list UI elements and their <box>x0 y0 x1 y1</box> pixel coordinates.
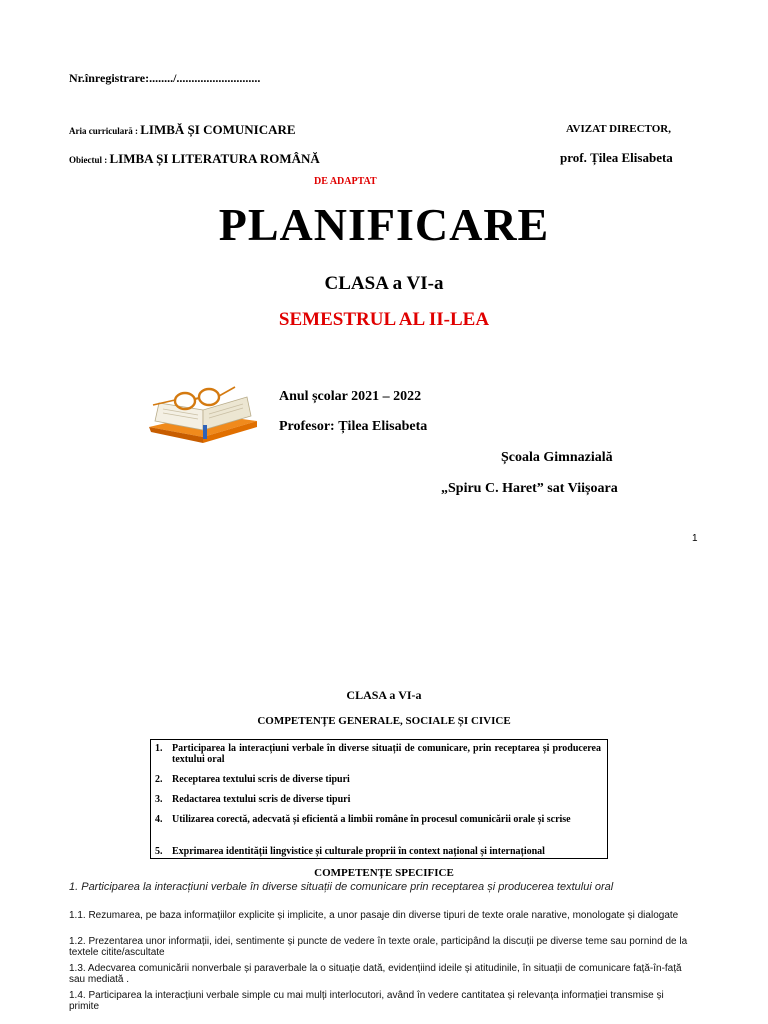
general-competences-list <box>150 739 608 859</box>
semester-label: SEMESTRUL AL II-LEA <box>278 309 490 330</box>
class-label-page2: CLASA a VI-a <box>346 688 422 702</box>
subject-label: Obiectul : <box>69 155 110 165</box>
general-competences-title: COMPETENȚE GENERALE, SOCIALE ȘI CIVICE <box>257 715 511 727</box>
to-adapt-note: DE ADAPTAT <box>314 176 377 187</box>
page-title: PLANIFICARE <box>218 199 550 250</box>
teacher: Profesor: Țilea Elisabeta <box>279 419 428 434</box>
school-year: Anul școlar 2021 – 2022 <box>279 389 422 404</box>
list-item-number: 5. <box>155 846 163 857</box>
specific-competence: 1.2. Prezentarea unor informații, idei, sentimente și puncte de vedere în texte orale, participând la discuții pe diverse teme sau pornind de la textele citite/ascultate <box>69 936 688 958</box>
curricular-area-label: Aria curriculară : <box>69 126 141 136</box>
list-item-number: 4. <box>155 814 163 825</box>
director-approval: AVIZAT DIRECTOR, <box>566 123 671 135</box>
list-item-text: Exprimarea identității lingvistice și culturale proprii în context național și internațional <box>172 846 545 857</box>
director-name: prof. Țilea Elisabeta <box>560 150 673 165</box>
list-item <box>155 814 601 825</box>
specific-competence: 1.3. Adecvarea comunicării nonverbale și paraverbale la o situație dată, evidențiind ideile și atitudinile, în situații de comunicare față-în-față sau mediată . <box>69 963 682 985</box>
specific-competences-heading: 1. Participarea la interacțiuni verbale în diverse situații de comunicare prin receptarea și producerea textului oral <box>69 881 614 893</box>
list-item-number: 1. <box>155 743 163 754</box>
school-name: „Spiru C. Haret” sat Viișoara <box>441 481 618 496</box>
list-item-text: Utilizarea corectă, adecvată și eficientă a limbii române în procesul comunicării orale și scrise <box>172 814 571 825</box>
page-number: 1 <box>692 533 698 544</box>
list-item <box>155 846 601 857</box>
list-item <box>155 794 601 805</box>
subject <box>69 150 320 168</box>
curricular-area-value: LIMBĂ ȘI COMUNICARE <box>140 122 296 137</box>
list-item-text: Receptarea textului scris de diverse tipuri <box>172 774 350 785</box>
specific-competences-title: COMPETENȚE SPECIFICE <box>314 867 454 879</box>
list-item <box>155 743 601 765</box>
school-type: Școala Gimnazială <box>501 450 613 465</box>
list-item-text: Participarea la interacțiuni verbale în diverse situații de comunicare, prin receptarea și producerea textului oral <box>172 743 601 765</box>
curricular-area <box>69 121 296 139</box>
book-glasses-icon <box>143 381 261 461</box>
registration-number: Nr.înregistrare:......../............................ <box>69 71 261 85</box>
list-item-number: 3. <box>155 794 163 805</box>
subject-value: LIMBA ȘI LITERATURA ROMÂNĂ <box>109 151 320 166</box>
specific-competence: 1.1. Rezumarea, pe baza informațiilor explicite și implicite, a unor pasaje din diverse tipuri de texte orale narative, monologate și dialogate <box>69 910 679 921</box>
list-item-text: Redactarea textului scris de diverse tipuri <box>172 794 351 805</box>
class-label: CLASA a VI-a <box>324 273 444 294</box>
list-item <box>155 774 601 785</box>
specific-competence: 1.4. Participarea la interacțiuni verbale simple cu mai mulți interlocutori, având în vedere cantitatea și relevanța informației transmise și primite <box>69 990 664 1012</box>
list-item-number: 2. <box>155 774 163 785</box>
